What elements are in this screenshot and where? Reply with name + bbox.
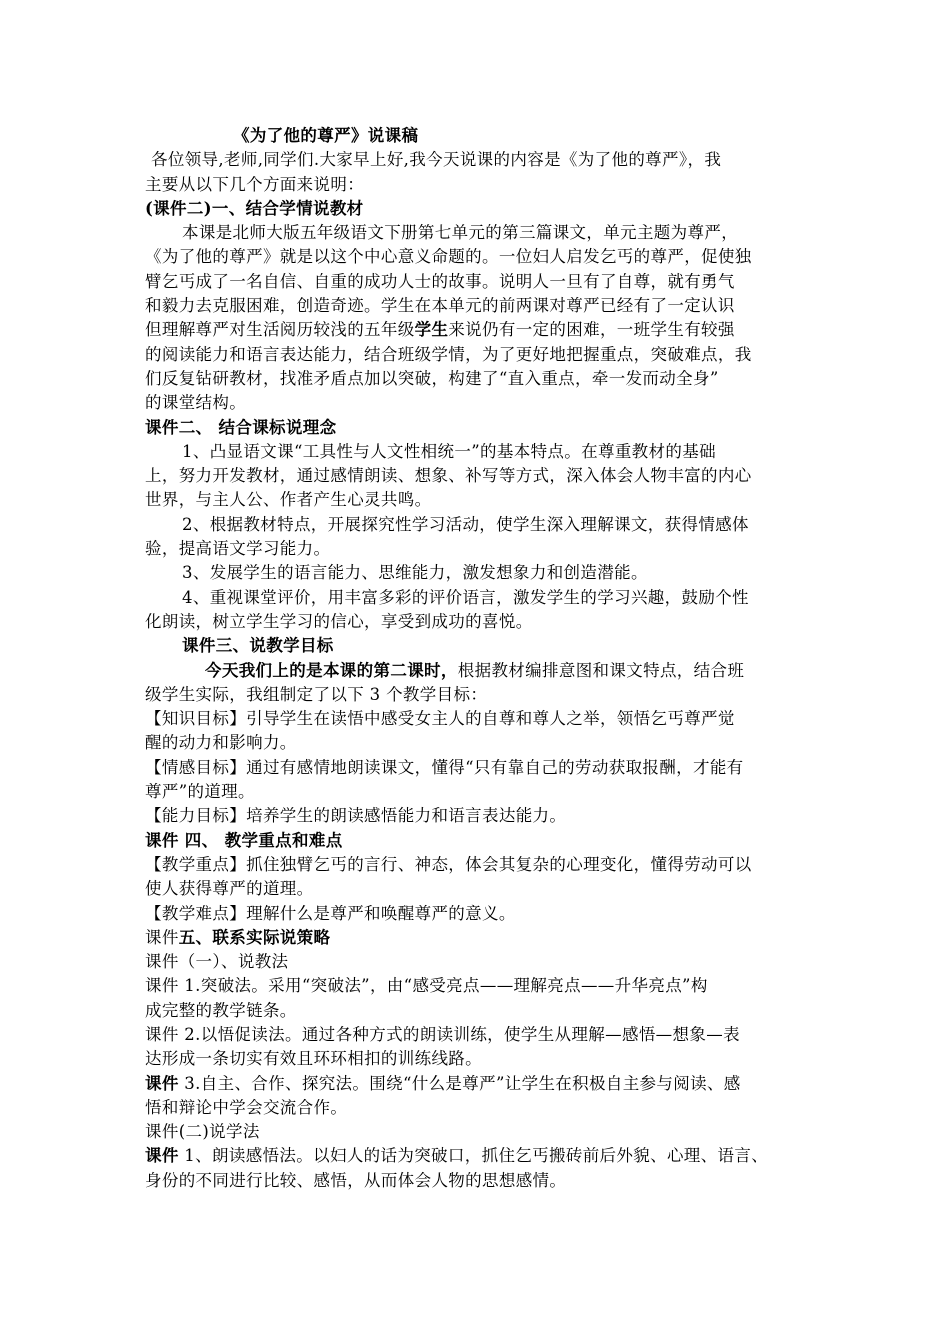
text-line: 课件三、说教学目标 [182,636,334,656]
text-line: 尊严”的道理。 [145,782,255,802]
text-line: 主要从以下几个方面来说明： [145,174,365,194]
text-line: 验，提高语文学习能力。 [145,539,331,559]
text-line: 今天我们上的是本课的第二课时，根据教材编排意图和课文特点，结合班 [205,660,745,680]
text-line: 【知识目标】引导学生在读悟中感受女主人的自尊和尊人之举，领悟乞丐尊严觉 [145,709,735,729]
text-line: 上，努力开发教材，通过感情朗读、想象、补写等方式，深入体会人物丰富的内心 [145,466,752,486]
text-line: 3、发展学生的语言能力、思维能力，激发想象力和创造潜能。 [182,563,648,583]
text-line: 课件(二)说学法 [145,1122,260,1142]
text-line: 课件 1.突破法。采用“突破法”，由“感受亮点——理解亮点——升华亮点”构 [145,976,708,996]
text-line: 2、根据教材特点，开展探究性学习活动，使学生深入理解课文，获得情感体 [182,514,749,534]
text-line: 使人获得尊严的道理。 [145,879,314,899]
text-line: 级学生实际，我组制定了以下 3 个教学目标： [145,684,488,704]
text-line: 【教学重点】抓住独臂乞丐的言行、神态，体会其复杂的心理变化，懂得劳动可以 [145,854,752,874]
text-line: 化朗读，树立学生学习的信心，享受到成功的喜悦。 [145,611,533,631]
text-line: 臂乞丐成了一名自信、自重的成功人士的故事。说明人一旦有了自尊，就有勇气 [145,271,735,291]
text-line: 成完整的教学链条。 [145,1000,297,1020]
text-line: 课件二、 结合课标说理念 [145,417,337,437]
document-body [145,148,810,1193]
text-line: 课件五、联系实际说策略 [145,927,331,947]
text-line: 但理解尊严对生活阅历较浅的五年级学生来说仍有一定的困难，一班学生有较强 [145,320,735,340]
text-line: 的课堂结构。 [145,393,247,413]
text-line: 本课是北师大版五年级语文下册第七单元的第三篇课文，单元主题为尊严， [182,223,739,243]
text-line: 们反复钻研教材，找准矛盾点加以突破，构建了“直入重点，牵一发而动全身” [145,368,719,388]
text-line: 悟和辩论中学会交流合作。 [145,1097,348,1117]
text-line: 课件 四、 教学重点和难点 [145,830,343,850]
text-line: 达形成一条切实有效且环环相扣的训练线路。 [145,1049,482,1069]
document-page [145,124,810,1193]
text-line: 1、凸显语文课“工具性与人文性相统一”的基本特点。在尊重教材的基础 [182,441,716,461]
text-line: 课件（一）、说教法 [145,952,289,972]
text-line: 4、重视课堂评价，用丰富多彩的评价语言，激发学生的学习兴趣，鼓励个性 [182,587,749,607]
text-line: 【能力目标】培养学生的朗读感悟能力和语言表达能力。 [145,806,567,826]
text-line: 身份的不同进行比较、感悟，从而体会人物的思想感情。 [145,1170,567,1190]
text-line: 课件 1、朗读感悟法。以妇人的话为突破口，抓住乞丐搬砖前后外貌、心理、语言、 [145,1146,769,1166]
text-line: 各位领导,老师,同学们.大家早上好,我今天说课的内容是《为了他的尊严》，我 [151,150,722,170]
text-line: 和毅力去克服困难，创造奇迹。学生在本单元的前两课对尊严已经有了一定认识 [145,296,735,316]
text-line: 课件 2.以悟促读法。通过各种方式的朗读训练，使学生从理解—感悟—想象—表 [145,1024,740,1044]
text-line: (课件二)一、结合学情说教材 [145,198,364,218]
text-line: 课件 3.自主、合作、探究法。围绕“什么是尊严”让学生在积极自主参与阅读、感 [145,1073,741,1093]
document-title: 《为了他的尊严》说课稿 [233,126,419,145]
text-line: 的阅读能力和语言表达能力，结合班级学情，为了更好地把握重点，突破难点，我 [145,344,752,364]
text-line: 醒的动力和影响力。 [145,733,297,753]
text-line: 《为了他的尊严》就是以这个中心意义命题的。一位妇人启发乞丐的尊严，促使独 [145,247,752,267]
text-line: 世界，与主人公、作者产生心灵共鸣。 [145,490,432,510]
text-line: 【情感目标】通过有感情地朗读课文，懂得“只有靠自己的劳动获取报酬，才能有 [145,757,744,777]
text-line: 【教学难点】理解什么是尊严和唤醒尊严的意义。 [145,903,516,923]
